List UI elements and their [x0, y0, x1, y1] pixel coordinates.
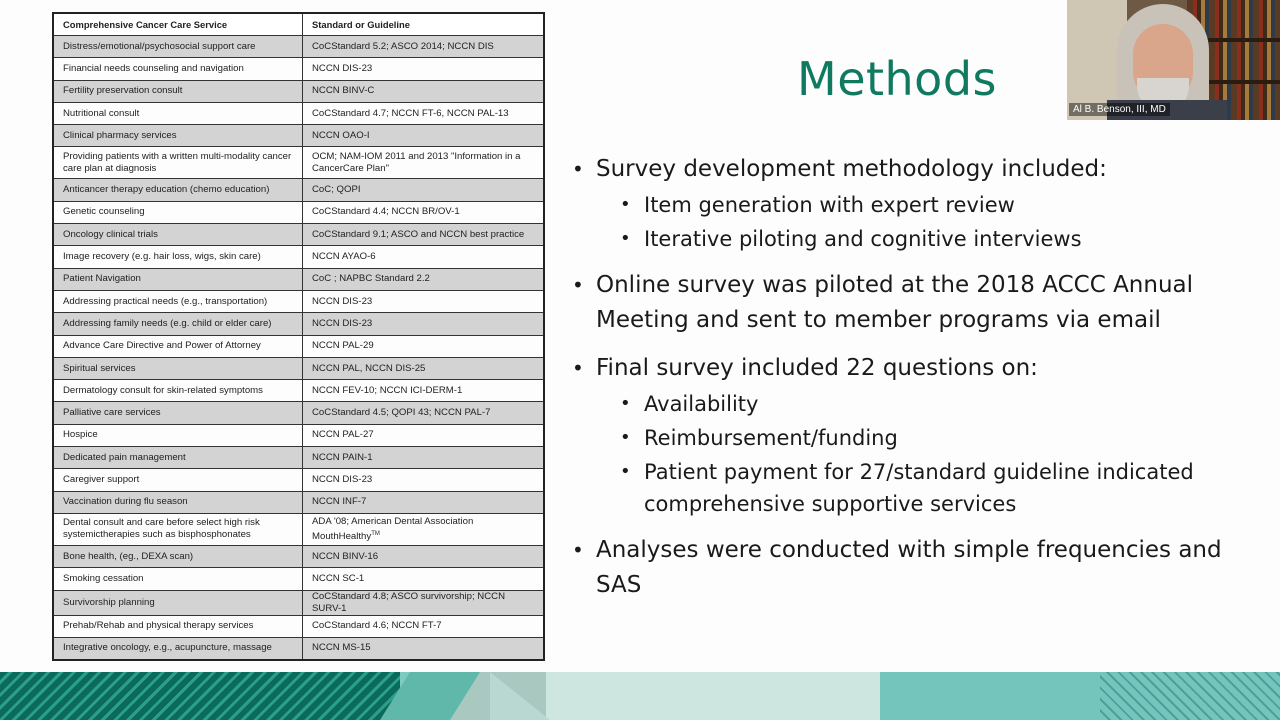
standard-text: NCCN PAL-27 [312, 429, 374, 441]
sub-bullet-item: • Iterative piloting and cognitive interviews [570, 223, 1250, 255]
service-cell: Providing patients with a written multi-modality cancer care plan at diagnosis [53, 147, 303, 179]
service-cell: Anticancer therapy education (chemo education) [53, 179, 303, 201]
service-cell: Spiritual services [53, 357, 303, 379]
table-row [53, 313, 544, 335]
service-cell: Vaccination during flu season [53, 491, 303, 513]
table-row [53, 590, 544, 615]
service-cell: Image recovery (e.g. hair loss, wigs, skin care) [53, 246, 303, 268]
sub-bullet-list [596, 189, 1250, 255]
service-cell: Addressing family needs (e.g. child or elder care) [53, 313, 303, 335]
service-cell: Clinical pharmacy services [53, 125, 303, 147]
webcam-video-tile[interactable] [1067, 0, 1280, 120]
table-row [53, 224, 544, 246]
table-row [53, 615, 544, 637]
standard-text: NCCN AYAO-6 [312, 251, 376, 263]
standard-cell [303, 491, 545, 513]
bullet-text: • Survey development methodology included: [596, 156, 1107, 182]
service-cell: Integrative oncology, e.g., acupuncture, massage [53, 637, 303, 660]
standard-text: NCCN DIS-23 [312, 295, 373, 307]
table-row [53, 102, 544, 124]
sub-bullet-item: • Availability [570, 388, 1250, 420]
standard-cell [303, 380, 545, 402]
sub-bullet-item: • Reimbursement/funding [570, 422, 1250, 454]
standard-text: CoC ; NAPBC Standard 2.2 [312, 273, 430, 285]
table-row [53, 637, 544, 660]
standard-cell [303, 224, 545, 246]
table-row [53, 357, 544, 379]
column-header-service: Comprehensive Cancer Care Service [53, 13, 303, 36]
standard-cell [303, 469, 545, 491]
service-cell: Hospice [53, 424, 303, 446]
standard-text: NCCN FEV-10; NCCN ICI-DERM-1 [312, 384, 463, 396]
footer-striped-block [0, 672, 400, 720]
standard-cell [303, 36, 545, 58]
standard-cell [303, 568, 545, 590]
standard-text: CoCStandard 4.5; QOPI 43; NCCN PAL-7 [312, 407, 491, 419]
service-cell: Advance Care Directive and Power of Attorney [53, 335, 303, 357]
standard-cell [303, 125, 545, 147]
standard-cell [303, 637, 545, 660]
table-row [53, 80, 544, 102]
bullet-text: • Final survey included 22 questions on: [596, 355, 1038, 381]
service-cell: Fertility preservation consult [53, 80, 303, 102]
column-header-standard: Standard or Guideline [303, 13, 545, 36]
sub-bullet-item: • Item generation with expert review [570, 189, 1250, 221]
footer-line-pattern [1100, 672, 1280, 720]
standard-cell [303, 615, 545, 637]
table-row [53, 58, 544, 80]
standard-text: CoCStandard 4.6; NCCN FT-7 [312, 620, 442, 632]
standard-cell [303, 179, 545, 201]
bullet-item [570, 351, 1250, 520]
standard-text: NCCN PAL-29 [312, 340, 374, 352]
footer-light-block [500, 672, 880, 720]
standard-text: CoCStandard 9.1; ASCO and NCCN best practice [312, 228, 525, 240]
table-row [53, 290, 544, 312]
table-row [53, 147, 544, 179]
standard-cell [303, 357, 545, 379]
table-row [53, 268, 544, 290]
standard-cell [303, 147, 545, 179]
service-cell: Genetic counseling [53, 201, 303, 223]
slide-title: Methods [797, 52, 997, 106]
standard-text: NCCN DIS-23 [312, 473, 373, 485]
service-cell: Caregiver support [53, 469, 303, 491]
table-row [53, 513, 544, 545]
standard-cell [303, 313, 545, 335]
table-row [53, 36, 544, 58]
table-row [53, 424, 544, 446]
standard-cell [303, 335, 545, 357]
table-row [53, 201, 544, 223]
standard-text: NCCN BINV-C [312, 85, 375, 97]
bullet-item [570, 268, 1250, 338]
table-row [53, 545, 544, 567]
standard-text: CoC; QOPI [312, 184, 361, 196]
table-row [53, 469, 544, 491]
table-row [53, 179, 544, 201]
bullet-item [570, 152, 1250, 255]
standard-text: NCCN BINV-16 [312, 550, 379, 562]
standard-text: NCCN MS-15 [312, 642, 371, 654]
standard-cell [303, 246, 545, 268]
table-row [53, 246, 544, 268]
standard-text: ADA '08; American Dental Association MouthHealthy [312, 515, 474, 543]
bullet-text: • Online survey was piloted at the 2018 ACCC Annual Meeting and sent to member programs via email [596, 272, 1194, 333]
standard-cell [303, 58, 545, 80]
standard-cell [303, 402, 545, 424]
standard-cell [303, 80, 545, 102]
table-row [53, 447, 544, 469]
service-cell: Financial needs counseling and navigation [53, 58, 303, 80]
bullet-text: • Analyses were conducted with simple frequencies and SAS [596, 537, 1222, 598]
service-cell: Patient Navigation [53, 268, 303, 290]
service-cell: Bone health, (eg., DEXA scan) [53, 545, 303, 567]
standard-cell [303, 290, 545, 312]
table-row [53, 125, 544, 147]
sub-bullet-list [596, 388, 1250, 520]
table-body [53, 36, 544, 661]
standard-text: NCCN OAO-I [312, 129, 370, 141]
bullet-list [570, 152, 1250, 616]
service-cell: Distress/emotional/psychosocial support care [53, 36, 303, 58]
service-cell: Nutritional consult [53, 102, 303, 124]
service-cell: Palliative care services [53, 402, 303, 424]
standard-cell [303, 424, 545, 446]
standard-text: CoCStandard 4.7; NCCN FT-6, NCCN PAL-13 [312, 107, 509, 119]
service-cell: Dedicated pain management [53, 447, 303, 469]
standard-cell [303, 590, 545, 615]
service-cell: Prehab/Rehab and physical therapy services [53, 615, 303, 637]
table-row [53, 568, 544, 590]
service-cell: Addressing practical needs (e.g., transportation) [53, 290, 303, 312]
standard-cell [303, 545, 545, 567]
standard-text: CoCStandard 5.2; ASCO 2014; NCCN DIS [312, 40, 494, 52]
standard-text: CoCStandard 4.4; NCCN BR/OV-1 [312, 206, 460, 218]
table-row [53, 402, 544, 424]
table-row [53, 335, 544, 357]
standard-cell [303, 102, 545, 124]
service-cell: Dental consult and care before select high risk systemictherapies such as bisphosphonates [53, 513, 303, 545]
standard-text: NCCN PAL, NCCN DIS-25 [312, 362, 426, 374]
standard-text: NCCN SC-1 [312, 572, 365, 584]
standard-text: NCCN DIS-23 [312, 62, 373, 74]
standard-cell [303, 513, 545, 545]
slide-footer-band [0, 672, 1280, 720]
service-cell: Survivorship planning [53, 590, 303, 615]
service-cell: Smoking cessation [53, 568, 303, 590]
table-row [53, 491, 544, 513]
standard-text: CoCStandard 4.8; ASCO survivorship; NCCN SURV-1 [312, 590, 506, 614]
standard-cell [303, 447, 545, 469]
standard-text: NCCN DIS-23 [312, 317, 373, 329]
participant-name-label: Al B. Benson, III, MD [1069, 103, 1170, 116]
standard-text: NCCN PAIN-1 [312, 451, 373, 463]
standard-cell [303, 201, 545, 223]
bullet-item [570, 533, 1250, 603]
services-table [52, 12, 545, 661]
table-row [53, 380, 544, 402]
service-cell: Dermatology consult for skin-related symptoms [53, 380, 303, 402]
service-cell: Oncology clinical trials [53, 224, 303, 246]
trademark-superscript: TM [371, 530, 380, 537]
sub-bullet-item: • Patient payment for 27/standard guideline indicated comprehensive supportive services [570, 456, 1250, 520]
standard-cell [303, 268, 545, 290]
standard-text: OCM; NAM-IOM 2011 and 2013 "Information in a CancerCare Plan" [312, 150, 521, 174]
standard-text: NCCN INF-7 [312, 496, 367, 508]
